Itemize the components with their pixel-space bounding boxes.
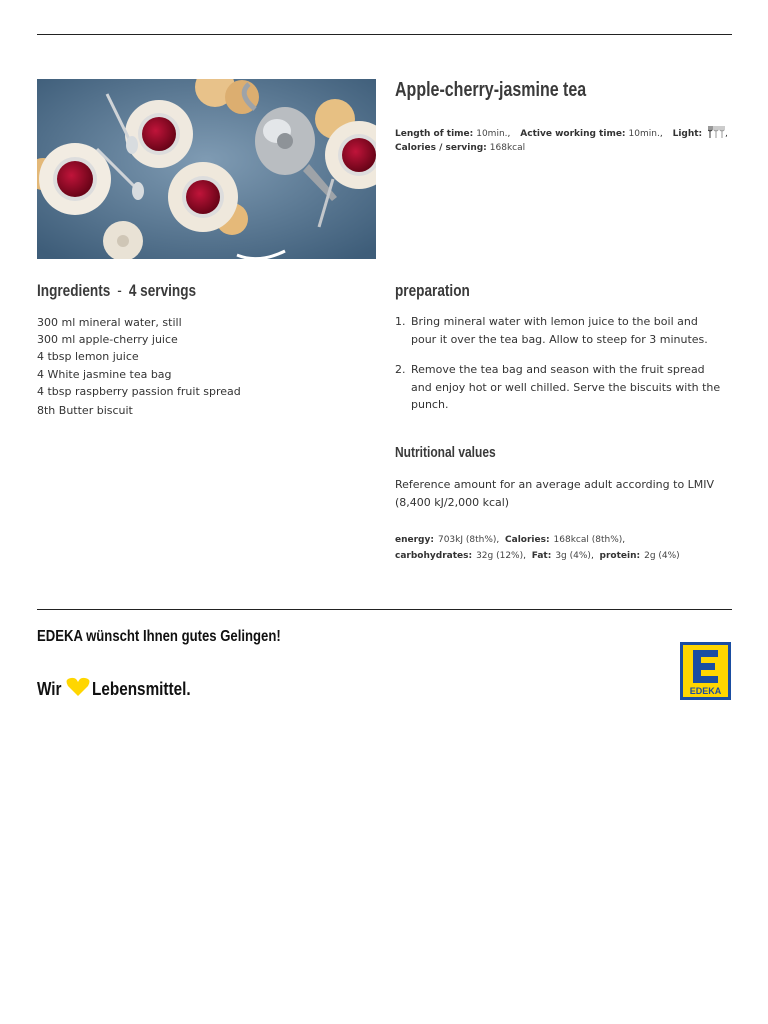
nutrition-line-2: carbohydrates: 32g (12%), Fat: 3g (4%), protein: 2g (4%) bbox=[395, 551, 680, 561]
calories-value: 168kcal bbox=[489, 143, 526, 153]
ingredient-item: 4 tbsp raspberry passion fruit spread bbox=[37, 384, 241, 398]
preparation-step: 2. Remove the tea bag and season with the fruit spread and enjoy hot or well chilled. Serve the biscuits with the punch. bbox=[395, 363, 721, 411]
ingredient-item: 300 ml mineral water, still bbox=[37, 316, 182, 329]
preparation-steps bbox=[395, 313, 725, 427]
protein-value: 2g (4%) bbox=[644, 551, 680, 561]
recipe-meta-line-1: Length of time: 10min., Active working time: 10min., Light: , bbox=[395, 126, 728, 141]
footer-divider bbox=[37, 609, 732, 610]
recipe-photo bbox=[37, 79, 376, 259]
recipe-meta-line-2 bbox=[395, 143, 525, 153]
length-label: Length of time: bbox=[395, 129, 474, 139]
recipe-title: Apple-cherry-jasmine tea bbox=[395, 79, 587, 101]
preparation-heading: preparation bbox=[395, 281, 470, 300]
energy-value: 703kJ (8th%) bbox=[437, 535, 497, 545]
ingredient-item: 8th Butter biscuit bbox=[37, 404, 133, 418]
nutrition-reference: Reference amount for an average adult according to LMIV (8,400 kJ/2,000 kcal) bbox=[395, 478, 715, 509]
carbs-value: 32g (12%) bbox=[476, 551, 524, 561]
calories-nutrition-value: 168kcal (8th%) bbox=[553, 535, 623, 545]
preparation-step: 1. Bring mineral water with lemon juice to the boil and pour it over the tea bag. Allow to steep for 3 minutes. bbox=[395, 315, 708, 346]
length-value: 10min. bbox=[476, 129, 508, 139]
heart-icon bbox=[66, 677, 90, 701]
ingredient-item: 4 White jasmine tea bag bbox=[37, 367, 172, 381]
wir-lieben-lebensmittel-logo: Wir Lebensmittel. bbox=[37, 677, 208, 701]
svg-text:EDEKA: EDEKA bbox=[689, 686, 722, 696]
footer-slogan: EDEKA wünscht Ihnen gutes Gelingen! bbox=[37, 628, 281, 645]
top-divider bbox=[37, 34, 732, 35]
fat-value: 3g (4%) bbox=[555, 551, 591, 561]
chef-utensils-icon bbox=[708, 126, 725, 141]
nutrition-line-1: energy: 703kJ (8th%), Calories: 168kcal (8th%), bbox=[395, 535, 626, 545]
active-time-value: 10min. bbox=[628, 129, 660, 139]
nutrition-heading: Nutritional values bbox=[395, 444, 496, 461]
ingredients-heading: Ingredients - 4 servings bbox=[37, 281, 197, 300]
ingredient-item: 4 tbsp lemon juice bbox=[37, 350, 139, 364]
ingredient-item: 300 ml apple-cherry juice bbox=[37, 333, 178, 347]
tea-table-illustration bbox=[37, 79, 376, 259]
difficulty-label: Light: bbox=[672, 129, 703, 139]
active-time-label: Active working time: bbox=[520, 129, 626, 139]
calories-label: Calories / serving: bbox=[395, 143, 487, 153]
ingredients-list bbox=[37, 314, 241, 419]
edeka-logo bbox=[680, 642, 731, 700]
